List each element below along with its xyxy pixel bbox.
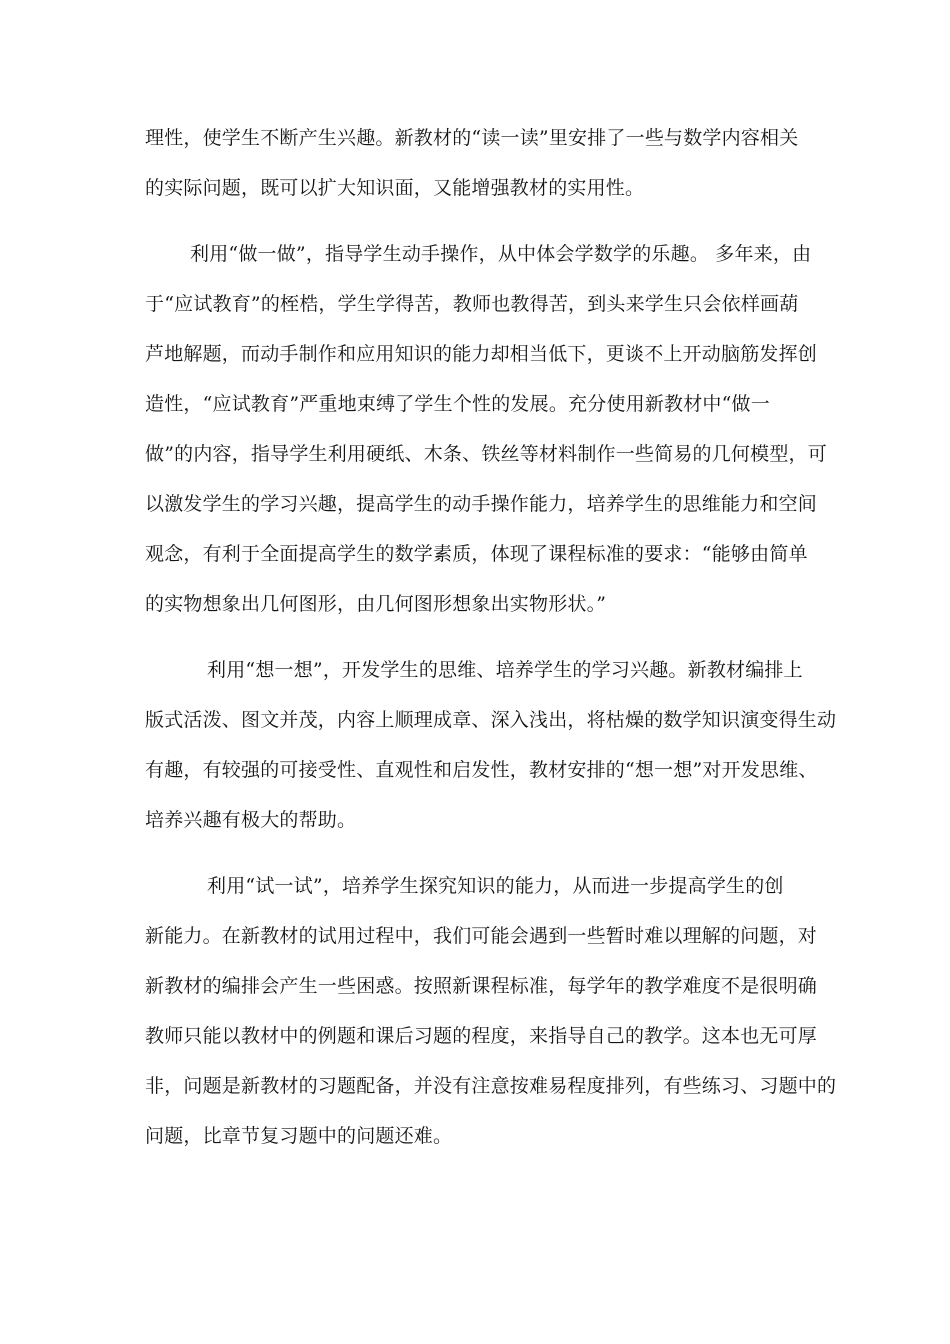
paragraph-2-line-8: 的实物想象出几何图形，由几何图形想象出实物形状。” [145,593,607,615]
paragraph-3-line-3: 有趣，有较强的可接受性、直观性和启发性，教材安排的“想一想”对开发思维、 [145,759,818,781]
paragraph-2-line-2: 于“应试教育”的桎梏，学生学得苦，教师也教得苦，到头来学生只会依样画葫 [145,293,799,315]
paragraph-4-line-4: 教师只能以教材中的例题和课后习题的程度，来指导自己的教学。这本也无可厚 [145,1025,818,1047]
paragraph-1-line-2: 的实际问题，既可以扩大知识面，又能增强教材的实用性。 [145,177,645,199]
paragraph-2-line-4: 造性，“应试教育”严重地束缚了学生个性的发展。充分使用新教材中“做一 [145,393,770,415]
paragraph-4-line-3: 新教材的编排会产生一些困惑。按照新课程标准，每学年的教学难度不是很明确 [145,975,818,997]
paragraph-4-line-1: 利用“试一试”，培养学生探究知识的能力，从而进一步提高学生的创 [207,875,784,897]
paragraph-3-line-4: 培养兴趣有极大的帮助。 [145,809,357,831]
paragraph-3-line-1: 利用“想一想”，开发学生的思维、培养学生的学习兴趣。新教材编排上 [207,659,803,681]
paragraph-1-line-1: 理性，使学生不断产生兴趣。新教材的“读一读”里安排了一些与数学内容相关 [145,127,799,149]
paragraph-3-line-2: 版式活泼、图文并茂，内容上顺理成章、深入浅出，将枯燥的数学知识演变得生动 [145,709,837,731]
paragraph-2-line-7: 观念，有利于全面提高学生的数学素质，体现了课程标准的要求：“能够由简单 [145,543,808,565]
paragraph-2-line-5: 做”的内容，指导学生利用硬纸、木条、铁丝等材料制作一些简易的几何模型，可 [145,443,827,465]
paragraph-2-line-6: 以激发学生的学习兴趣，提高学生的动手操作能力，培养学生的思维能力和空间 [145,493,818,515]
paragraph-4-line-6: 问题，比章节复习题中的问题还难。 [145,1125,453,1147]
paragraph-2-line-1: 利用“做一做”，指导学生动手操作，从中体会学数学的乐趣。 多年来，由 [190,243,812,265]
paragraph-2-line-3: 芦地解题，而动手制作和应用知识的能力却相当低下，更谈不上开动脑筋发挥创 [145,343,818,365]
paragraph-4-line-2: 新能力。在新教材的试用过程中，我们可能会遇到一些暂时难以理解的问题，对 [145,925,818,947]
paragraph-4-line-5: 非，问题是新教材的习题配备，并没有注意按难易程度排列，有些练习、习题中的 [145,1075,837,1097]
